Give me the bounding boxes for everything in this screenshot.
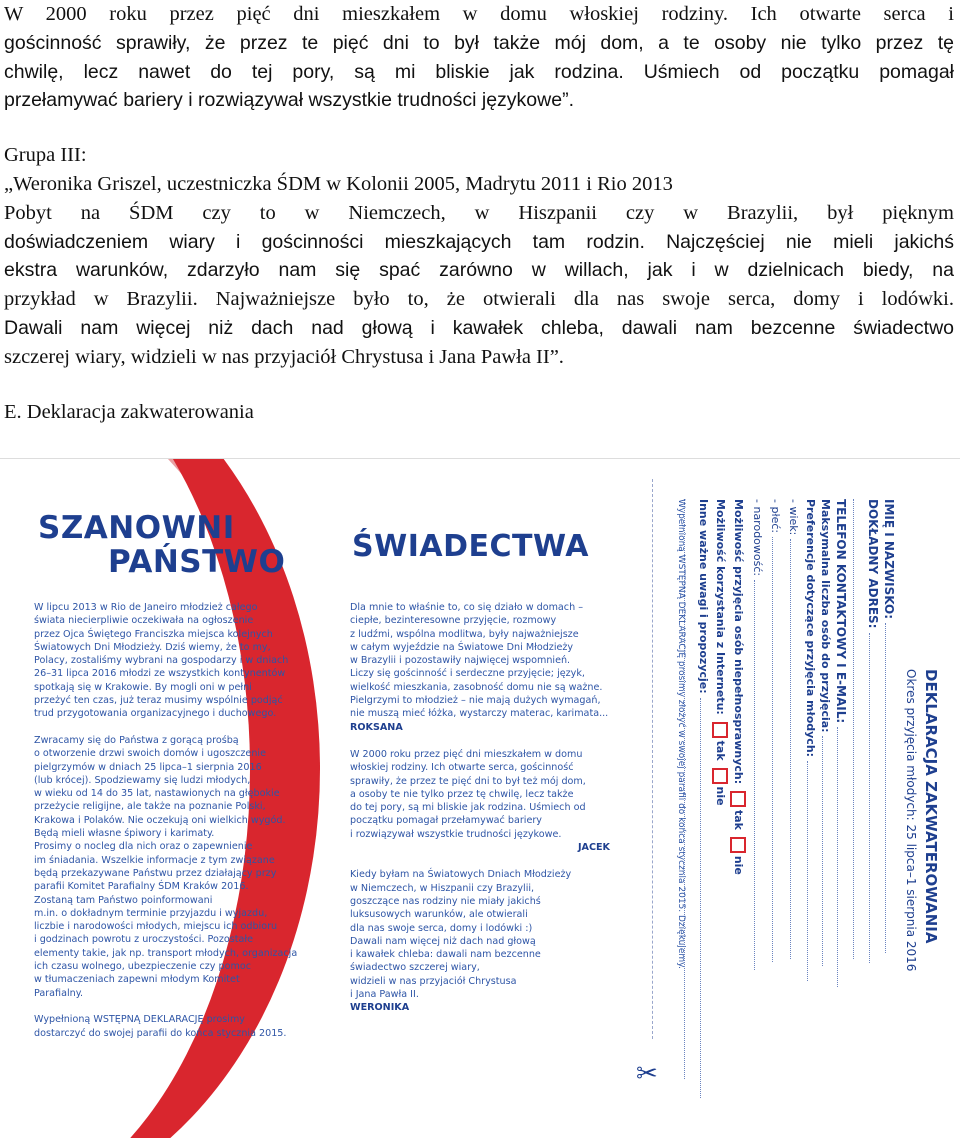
leaflet-text-line: w tłumaczeniach zapewni młodym Komitet xyxy=(34,974,240,986)
leaflet-text-line: liczbie i narodowości młodych, miejscu ich odbioru xyxy=(34,921,278,933)
form-subtitle: Okres przyjęcia młodych: 25 lipca–1 sierpnia 2016 xyxy=(904,669,918,972)
leaflet-text-line: o otworzenie drzwi swoich domów i ugoszczenie xyxy=(34,748,266,760)
leaflet-text-line: w wieku od 14 do 35 lat, nastawionych na głębokie xyxy=(34,788,280,800)
leaflet-text-line: początku pomagał przełamywać bariery xyxy=(350,815,542,827)
form-field-other xyxy=(697,499,710,1098)
leaflet-text-line: a osoby te nie tylko przez tę chwilę, lecz także xyxy=(350,788,574,800)
form-field-other-label: Inne ważne uwagi i propozycje: xyxy=(697,499,710,694)
leaflet-text-line: Zwracamy się do Państwa z gorącą prośbą xyxy=(34,734,239,746)
form-field-name-label: IMIĘ I NAZWISKO: xyxy=(882,499,896,620)
leaflet-text-line: będą przekazywane Państwu przez działający przy xyxy=(34,867,277,879)
disabled-yes-checkbox[interactable] xyxy=(730,791,746,807)
address-line-2[interactable] xyxy=(853,499,854,959)
other-line[interactable] xyxy=(700,698,701,1098)
leaflet-text-line: w Niemczech, w Hiszpanii czy Brazylii, xyxy=(350,882,535,894)
form-field-address-label: DOKŁADNY ADRES: xyxy=(866,499,880,629)
quote-author-line: „Weronika Griszel, uczestniczka ŚDM w Kolonii 2005, Madrytu 2011 i Rio 2013 xyxy=(4,172,673,195)
leaflet-text-line: Wypełnioną WSTĘPNĄ DEKLARACJĘ prosimy xyxy=(34,1014,245,1026)
leaflet-text-line: goszczące nas rodziny nie miały jakichś xyxy=(350,895,541,907)
address-line[interactable] xyxy=(869,633,870,963)
text-line: przykład w Brazylii. Najważniejsze było to, że otwierali dla nas swoje serca, domy i lodówki. xyxy=(4,288,954,311)
leaflet-text-line: parafii Komitet Parafialny ŚDM Kraków 2016. xyxy=(34,881,249,893)
leaflet-text-line: w Brazylii i pozostawiły najwięcej wspomnień. xyxy=(350,655,571,667)
group-heading: Grupa III: xyxy=(4,144,87,167)
disabled-yes-label: tak xyxy=(732,809,745,830)
leaflet-text-line: dostarczyć do swojej parafii do końca stycznia 2015. xyxy=(34,1027,287,1039)
form-field-phone xyxy=(834,499,848,987)
form-field-disabled xyxy=(730,499,746,875)
leaflet-text-line: Liczy się gościnność i serdeczne przyjęcie; język, xyxy=(350,668,585,680)
text-line: ekstra warunków, zdarzyło nam się spać zarówno w willach, jak i w dzielnicach biedy, na xyxy=(4,259,954,282)
testimony-signature: ROKSANA xyxy=(350,721,403,733)
leaflet-text-line: W 2000 roku przez pięć dni mieszkałem w domu xyxy=(350,748,583,760)
leaflet-text-line: spotkają się w Krakowie. By mogli oni w pełni xyxy=(34,681,252,693)
leaflet-text-line: i Jana Pawła II. xyxy=(350,989,419,1001)
leaflet-text-line: ciepłe, bezinteresowne przyjęcie, rozmowy xyxy=(350,615,557,627)
name-line[interactable] xyxy=(885,623,886,953)
leaflet-text-line: Krakowa i Polaków. Nie oczekują oni wielkich wygód. xyxy=(34,814,286,826)
leaflet-text-line: włoskiej rodziny. Ich otwarte serca, gościnność xyxy=(350,762,574,774)
leaflet-text-line: i rozwiązywał wszystkie trudności językowe. xyxy=(350,828,562,840)
internet-no-checkbox[interactable] xyxy=(712,768,728,784)
leaflet-text-line: przez Ojca Świętego Franciszka miejsca kolejnych xyxy=(34,628,273,640)
disabled-no-label: nie xyxy=(732,855,745,875)
leaflet-text-line: przeżycie religijne, ale także na poznanie Polski, xyxy=(34,801,266,813)
leaflet-text-line: świadectwo szczerej wiary, xyxy=(350,962,480,974)
form-field-address xyxy=(866,499,880,963)
leaflet-text-line: wielkość mieszkania, zasobność domu nie są ważne. xyxy=(350,681,603,693)
leaflet-text-line: i kawałek chleba: dawali nam bezcenne xyxy=(350,949,541,961)
leaflet-text-line: trud przygotowania organizacyjnego i duchowego. xyxy=(34,708,277,720)
leaflet-text-line: ich czasu wolnego, ubezpieczenie czy pomoc xyxy=(34,961,251,973)
text-line: szczerej wiary, widzieli w nas przyjaciół Chrystusa i Jana Pawła II”. xyxy=(4,345,564,368)
form-field-age xyxy=(787,499,800,959)
leaflet-text-line: Światowych Dni Młodzieży. Dziś wiemy, że to my, xyxy=(34,641,271,653)
form-field-sex-label: - płeć: xyxy=(769,499,782,534)
form-field-internet xyxy=(712,499,728,806)
form-field-max xyxy=(819,499,832,966)
phone-line[interactable] xyxy=(837,727,838,987)
leaflet-text-line: nie muszą mieć łóżka, wystarczy materac, karimata... xyxy=(350,708,609,720)
form-field-phone-label: TELEFON KONTAKTOWY I E-MAIL: xyxy=(834,499,848,724)
sex-line[interactable] xyxy=(772,537,773,962)
paragraph-quote-end xyxy=(4,0,954,115)
text-line: Pobyt na ŚDM czy to w Niemczech, w Hiszpanii czy w Brazylii, był pięknym xyxy=(4,201,954,224)
leaflet-text-line: Zostaną tam Państwo poinformowani xyxy=(34,894,213,906)
leaflet-text-line xyxy=(34,1000,304,1013)
leaflet-text-line: do tej pory, są mi bliskie jak rodzina. Uśmiech od xyxy=(350,802,586,814)
form-field-age-label: - wiek: xyxy=(787,499,800,536)
form-field-pref xyxy=(804,499,817,981)
form-field-sex xyxy=(769,499,782,962)
leaflet-text-line: luksusowych warunków, ale otwierali xyxy=(350,909,528,921)
leaflet-text-line: w całym wyjeździe na Światowe Dni Młodzieży xyxy=(350,641,574,653)
form-footer: Wypełnioną WSTĘPNĄ DEKLARACJĘ prosimy złożyć w swojej parafii do końca stycznia 2015. Dziękujemy. xyxy=(676,499,686,970)
cut-line xyxy=(652,479,653,1039)
text-line: gościnność sprawiły, że przez te pięć dni to był także mój dom, a te osoby nie tylko przez tę xyxy=(4,31,954,54)
text-line: chwilę, lecz nawet do tej pory, są mi bliskie jak rodzina. Uśmiech od początku pomagał xyxy=(4,60,954,83)
leaflet-text-line: (lub krócej). Spodziewamy się ludzi młodych, xyxy=(34,774,251,786)
form-title: DEKLARACJA ZAKWATEROWANIA xyxy=(922,669,940,944)
leaflet-text-line: 26–31 lipca 2016 młodzi ze wszystkich kontynentów xyxy=(34,668,286,680)
form-field-blank xyxy=(850,499,864,959)
internet-yes-label: tak xyxy=(714,740,727,761)
leaflet-text-line: pielgrzymów w dniach 25 lipca–1 sierpnia 2016 xyxy=(34,761,262,773)
leaflet-text-line: dla nas swoje serca, domy i lodówki :) xyxy=(350,922,533,934)
section-heading-e: E. Deklaracja zakwaterowania xyxy=(4,400,254,423)
age-line[interactable] xyxy=(790,539,791,959)
left-title xyxy=(38,511,285,579)
leaflet-text-line xyxy=(34,721,304,734)
leaflet-text-line: przeżyć ten czas, już teraz musimy wspólnie podjąć xyxy=(34,695,283,707)
leaflet-text-line: Kiedy byłam na Światowych Dniach Młodzieży xyxy=(350,869,572,881)
leaflet-text-line: sprawiły, że przez te pięć dni to był też mój dom, xyxy=(350,775,586,787)
paragraph-testimony xyxy=(4,199,954,372)
scissors-icon: ✂ xyxy=(636,1059,658,1089)
leaflet-text-line: m.in. o dokładnym terminie przyjazdu i wyjazdu, xyxy=(34,907,268,919)
left-column-text xyxy=(34,601,304,1040)
leaflet-text-line: Będą mieli własne śpiwory i karimaty. xyxy=(34,828,215,840)
form-field-nat xyxy=(751,499,764,970)
form-field-disabled-label: Możliwość przyjęcia osób niepełnosprawnych: xyxy=(732,499,745,785)
form-field-pref-label: Preferencje dotyczące przyjęcia młodych: xyxy=(804,499,817,758)
internet-yes-checkbox[interactable] xyxy=(712,722,728,738)
text-line: Dawali nam więcej niż dach nad głową i kawałek chleba, dawali nam bezcenne świadectwo xyxy=(4,316,954,339)
leaflet-text-line: Dawali nam więcej niż dach nad głową xyxy=(350,935,536,947)
leaflet-text-line: im śniadania. Wszelkie informacje z tym związane xyxy=(34,854,275,866)
left-title-line-2: PAŃSTWO xyxy=(108,544,286,580)
middle-title: ŚWIADECTWA xyxy=(352,529,589,564)
pref-line[interactable] xyxy=(807,761,808,981)
disabled-no-checkbox[interactable] xyxy=(730,837,746,853)
leaflet-text-line: W lipcu 2013 w Rio de Janeiro młodzież całego xyxy=(34,602,258,613)
internet-no-label: nie xyxy=(714,786,727,806)
leaflet-text-line: Parafialny. xyxy=(34,987,84,999)
form-field-nat-label: - narodowość: xyxy=(751,499,764,577)
leaflet-text-line: widzieli w nas przyjaciół Chrystusa xyxy=(350,975,517,987)
text-line: W 2000 roku przez pięć dni mieszkałem w domu włoskiej rodziny. Ich otwarte serca i xyxy=(4,3,954,25)
max-line[interactable] xyxy=(822,736,823,966)
leaflet-text-line: elementy takie, jak np. transport młodych, organizacja xyxy=(34,947,298,959)
testimony-signature: JACEK xyxy=(577,842,610,854)
leaflet-text-line: Polacy, zostaliśmy wybrani na gospodarzy i w dniach xyxy=(34,655,289,667)
form-field-max-label: Maksymalna liczba osób do przyjęcia: xyxy=(819,499,832,733)
form-field-internet-label: Możliwość korzystania z Internetu: xyxy=(714,499,727,715)
text-line: przełamywać bariery i rozwiązywał wszystkie trudności językowe”. xyxy=(4,89,574,112)
leaflet-text-line: Dla mnie to właśnie to, co się działo w domach – xyxy=(350,602,583,613)
leaflet-text-line: i godzinach powrotu z uroczystości. Pozostałe xyxy=(34,934,254,946)
left-title-line-1: SZANOWNI xyxy=(38,510,235,546)
text-line: doświadczeniem wiary i gościnności mieszkających tam rodzin. Najczęściej nie mieli jakichś xyxy=(4,230,954,253)
form-field-name xyxy=(882,499,896,953)
leaflet-text-line: z ludźmi, wspólna modlitwa, były najważniejsze xyxy=(350,628,579,640)
nat-line[interactable] xyxy=(754,580,755,970)
leaflet-text-line: Pielgrzymi to młodzież – nie mają dużych wymagań, xyxy=(350,695,601,707)
document-text xyxy=(4,0,954,426)
leaflet-text-line: Prosimy o nocleg dla nich oraz o zapewnienie xyxy=(34,841,253,853)
testimony-signature: WERONIKA xyxy=(350,1002,410,1014)
accommodation-leaflet-image xyxy=(0,458,960,1138)
middle-column-text xyxy=(350,601,610,1029)
leaflet-text-line: świata niecierpliwie oczekiwała na ogłoszenie xyxy=(34,615,254,627)
